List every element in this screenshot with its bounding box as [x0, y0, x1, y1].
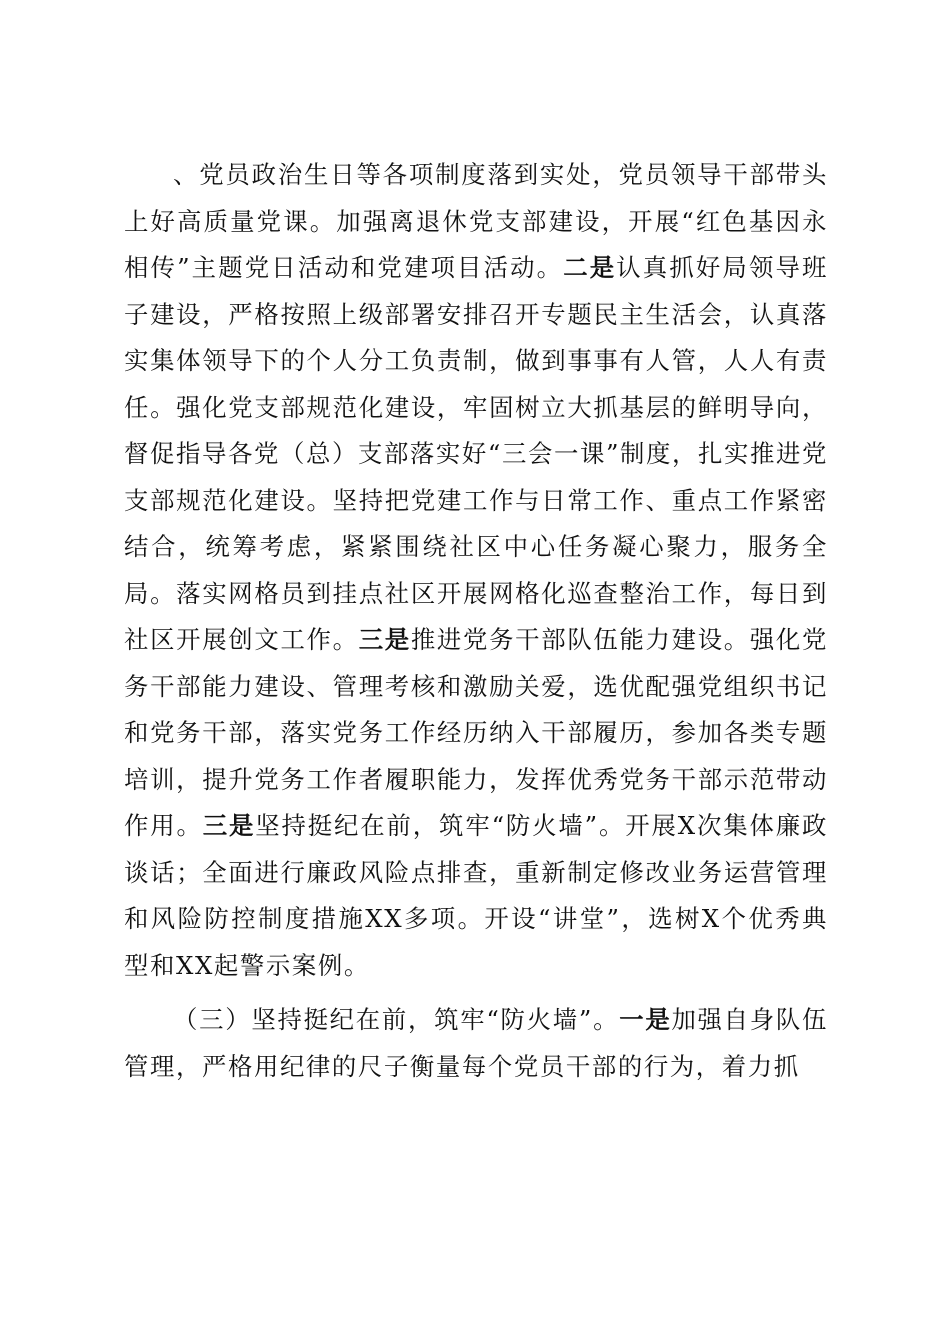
text-segment: 推进党务干部队伍能力建设。强化党务干部能力建设、管理考核和激励关爱，选优配强党组织书记和党务干部，落实党务工作经历纳入干部履历，参加各类专题培训，提升党务工作者履职能力，发挥优秀党务干部示范带动作用。: [124, 625, 828, 840]
bold-marker-second: 二是: [563, 253, 617, 282]
text-segment: 加强自身队伍管理，严格用纪律的尺子衡量每个党员干部的行为，着力抓: [124, 1005, 828, 1081]
bold-marker-first: 一是: [619, 1005, 672, 1034]
text-segment: 坚持挺纪在前，筑牢“防火墙”。开展X次集体廉政谈话；全面进行廉政风险点排查，重新制定修改业务运营管理和风险防控制度措施XX多项。开设“讲堂”，选树X个优秀典型和XX起警示案例。: [124, 811, 828, 980]
paragraph-party-building: [124, 152, 828, 989]
document-body: [124, 152, 828, 1090]
bold-marker-third: 三是: [358, 625, 411, 654]
text-segment: 、党员政治生日等各项制度落到实处，党员领导干部带头上好高质量党课。加强离退休党支部建设，开展“红色基因永相传”主题党日活动和党建项目活动。: [124, 160, 828, 282]
paragraph-discipline: [124, 997, 828, 1090]
text-segment: 认真抓好局领导班子建设，严格按照上级部署安排召开专题民主生活会，认真落实集体领导下的个人分工负责制，做到事事有人管，人人有责任。强化党支部规范化建设，牢固树立大抓基层的鲜明导向，督促指导各党（总）支部落实好“三会一课”制度，扎实推进党支部规范化建设。坚持把党建工作与日常工作、重点工作紧密结合，统筹考虑，紧紧围绕社区中心任务凝心聚力，服务全局。落实网格员到挂点社区开展网格化巡查整治工作，每日到社区开展创文工作。: [124, 253, 829, 654]
bold-marker-third: 三是: [202, 811, 256, 840]
text-segment: （三）坚持挺纪在前，筑牢“防火墙”。: [173, 1005, 620, 1034]
